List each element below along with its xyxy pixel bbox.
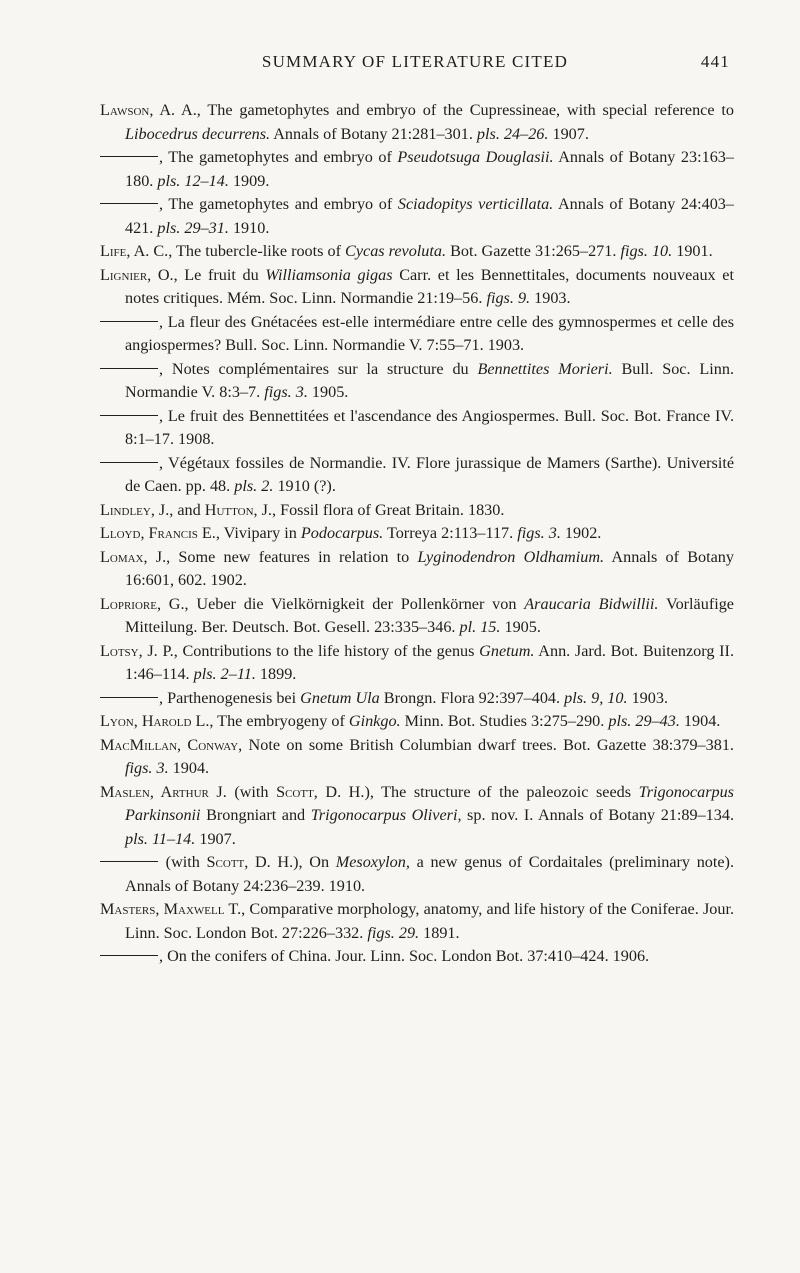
entry-text: 1901.: [672, 242, 713, 260]
entry-text: a new genus of Cordaitales (preliminary note). Annals of Botany 24:236–239. 1910.: [125, 853, 734, 895]
entry-text: 1899.: [255, 665, 297, 683]
entry-text: ), On: [293, 853, 336, 871]
italic-text: pls. 29–31.: [157, 218, 229, 237]
author-name: Hutton, J.: [204, 500, 272, 519]
ditto-dash: [100, 955, 158, 956]
entry-text: , Notes complémentaires sur la structure du: [159, 359, 478, 378]
ditto-dash: [100, 861, 158, 862]
entry-text: Minn. Bot. Studies 3:275–290.: [400, 712, 609, 730]
ditto-dash: [100, 156, 158, 157]
author-name: Lindley, J.: [100, 500, 170, 519]
italic-text: pls. 2–11.: [193, 665, 256, 683]
author-name: Life, A. C.: [100, 242, 169, 260]
entry-text: Torreya 2:113–117.: [383, 524, 518, 542]
author-name: Lopriore, G.: [100, 594, 185, 613]
bibliography-entry: [100, 710, 734, 734]
bibliography-entry: [100, 452, 734, 499]
ditto-dash: [100, 415, 158, 416]
italic-text: Bennettites Morieri.: [477, 359, 613, 378]
entry-text: , The tubercle-like roots of: [168, 242, 346, 260]
entry-text: Carr. et les Bennettitales, documents nouveaux et notes critiques. Mém. Soc. Linn. Normandie 21:19–56.: [125, 265, 734, 307]
entry-text: , Some new features in relation to: [166, 547, 418, 566]
ditto-dash: [100, 203, 158, 204]
author-name: Lawson, A. A.: [100, 101, 197, 119]
entry-text: , On the conifers of China. Jour. Linn. Soc. London Bot. 37:410–424. 1906.: [159, 947, 650, 965]
italic-text: Williamsonia gigas: [265, 265, 393, 284]
entry-text: Bot. Gazette 31:265–271.: [446, 242, 621, 260]
italic-text: Gnetum Ula: [300, 688, 380, 707]
italic-text: Ginkgo.: [348, 712, 401, 730]
entry-text: 1902.: [560, 524, 602, 542]
entry-text: 1910 (?).: [273, 477, 336, 495]
italic-text: pl. 15.: [459, 618, 501, 636]
bibliography-entry: [100, 593, 734, 640]
italic-text: Trigonocarpus Parkinsonii: [125, 782, 734, 824]
italic-text: figs. 9.: [486, 289, 531, 307]
entry-text: (with: [226, 782, 277, 801]
entry-text: , Végétaux fossiles de Normandie. IV. Flore jurassique de Mamers (Sarthe). Université de Caen. pp. 48.: [125, 453, 734, 495]
entry-text: , Comparative morphology, anatomy, and life history of the Coniferae. Jour. Linn. Soc. London Bot. 27:226–332.: [125, 900, 735, 942]
entry-text: sp. nov. I. Annals of Botany 21:89–134.: [461, 806, 734, 824]
bibliography-entry: [100, 499, 734, 523]
bibliography-entry: [100, 945, 734, 969]
author-name: Scott, D. H.: [206, 853, 294, 871]
entry-text: , Le fruit des Bennettitées et l'ascendance des Angiospermes. Bull. Soc. Bot. France IV. 8:1–17. 1908.: [125, 406, 734, 448]
running-header: [170, 52, 730, 76]
author-name: Lotsy, J. P.: [100, 641, 174, 660]
entry-text: , Parthenogenesis bei: [159, 688, 301, 707]
author-name: Scott, D. H.: [276, 782, 365, 801]
bibliography-entry: [100, 193, 734, 240]
italic-text: Libocedrus decurrens.: [125, 124, 271, 143]
bibliography-entry: [100, 781, 734, 852]
italic-text: pls. 24–26.: [476, 124, 549, 143]
entry-text: , Note on some British Columbian dwarf trees. Bot. Gazette 38:379–381.: [238, 735, 734, 754]
italic-text: Trigonocarpus Oliveri,: [310, 806, 462, 824]
entry-text: 1904.: [168, 759, 210, 777]
italic-text: pls. 9, 10.: [564, 688, 628, 707]
ditto-dash: [100, 368, 158, 369]
entry-text: 1910.: [228, 218, 270, 237]
ditto-dash: [100, 697, 158, 698]
entry-text: , Fossil flora of Great Britain. 1830.: [271, 500, 505, 519]
author-name: Lignier, O.: [100, 265, 174, 284]
entry-text: , The gametophytes and embryo of: [159, 148, 398, 166]
entry-text: , The gametophytes and embryo of the Cupressineae, with special reference to: [196, 101, 734, 119]
italic-text: Araucaria Bidwillii.: [524, 594, 659, 613]
bibliography-entry: [100, 734, 734, 781]
entry-text: , The embryogeny of: [209, 712, 349, 730]
italic-text: pls. 2.: [234, 477, 274, 495]
bibliography-entry: [100, 311, 734, 358]
entry-text: , Le fruit du: [173, 265, 266, 284]
italic-text: pls. 12–14.: [157, 171, 229, 190]
italic-text: figs. 10.: [620, 242, 673, 260]
bibliography-entry: [100, 898, 734, 945]
author-name: MacMillan, Conway: [100, 735, 239, 754]
italic-text: pls. 29–43.: [608, 712, 680, 730]
italic-text: figs. 3.: [264, 383, 308, 401]
entry-text: 1909.: [228, 171, 270, 190]
entry-text: Annals of Botany 24:403–421.: [125, 195, 734, 237]
ditto-dash: [100, 321, 158, 322]
bibliography-entry: [100, 146, 734, 193]
entry-text: (with: [159, 853, 207, 871]
page-number: 441: [700, 52, 730, 71]
italic-text: pls. 11–14.: [125, 829, 196, 848]
entry-text: Vorläufige Mitteilung. Ber. Deutsch. Bot. Gesell. 23:335–346.: [125, 594, 734, 636]
bibliography-entry: [100, 240, 734, 264]
entry-text: 1907.: [195, 829, 236, 848]
entry-text: , Vivipary in: [215, 524, 301, 542]
author-name: Lloyd, Francis E.: [100, 524, 216, 542]
bibliography-entry: [100, 405, 734, 452]
bibliography-entry: [100, 522, 734, 546]
bibliography-entry: [100, 264, 734, 311]
entry-text: Annals of Botany 16:601, 602. 1902.: [125, 547, 734, 589]
entry-text: , Contributions to the life history of the genus: [173, 641, 480, 660]
bibliography-entry: [100, 358, 734, 405]
entry-text: Brongniart and: [200, 806, 311, 824]
entry-text: 1891.: [419, 923, 460, 942]
italic-text: figs. 29.: [367, 923, 420, 942]
bibliography-entry: [100, 640, 734, 687]
author-name: Lomax, J.: [100, 547, 167, 566]
bibliography-entry: [100, 546, 734, 593]
entry-text: 1905.: [500, 618, 541, 636]
entry-text: Brongn. Flora 92:397–404.: [379, 688, 565, 707]
italic-text: Gnetum.: [479, 641, 535, 660]
author-name: Masters, Maxwell T.: [100, 900, 242, 918]
author-name: Lyon, Harold L.: [100, 712, 210, 730]
italic-text: Pseudotsuga Douglasii.: [397, 148, 554, 166]
entry-text: Bull. Soc. Linn. Normandie V. 8:3–7.: [125, 359, 734, 401]
entry-text: , Ueber die Vielkörnigkeit der Pollenkörner von: [184, 594, 525, 613]
bibliography-list: [100, 99, 734, 969]
page-title: SUMMARY OF LITERATURE CITED: [261, 52, 569, 71]
entry-text: Annals of Botany 21:281–301.: [270, 124, 477, 143]
entry-text: Ann. Jard. Bot. Buitenzorg II. 1:46–114.: [125, 641, 734, 683]
entry-text: , The gametophytes and embryo of: [159, 195, 398, 213]
italic-text: Mesoxylon,: [335, 853, 410, 871]
entry-text: 1903.: [530, 289, 571, 307]
bibliography-entry: [100, 99, 734, 146]
entry-text: 1905.: [307, 383, 349, 401]
entry-text: , La fleur des Gnétacées est-elle intermédiare entre celle des gymnospermes et celle des angiospermes? Bull. Soc. Linn. Normandie V. 7:55–71. 1903.: [125, 312, 734, 354]
italic-text: Sciadopitys verticillata.: [397, 195, 554, 213]
entry-text: ), The structure of the paleozoic seeds: [364, 782, 639, 801]
entry-text: Annals of Botany 23:163–180.: [125, 148, 734, 190]
italic-text: Podocarpus.: [300, 524, 384, 542]
italic-text: Cycas revoluta.: [345, 242, 447, 260]
author-name: Maslen, Arthur J.: [100, 782, 227, 801]
entry-text: 1907.: [548, 124, 589, 143]
entry-text: 1904.: [679, 712, 721, 730]
italic-text: figs. 3.: [125, 759, 169, 777]
entry-text: 1903.: [627, 688, 668, 707]
italic-text: Lyginodendron Oldhamium.: [417, 547, 605, 566]
bibliography-entry: [100, 687, 734, 711]
ditto-dash: [100, 462, 158, 463]
bibliography-entry: [100, 851, 734, 898]
italic-text: figs. 3.: [517, 524, 561, 542]
entry-text: , and: [169, 500, 205, 519]
